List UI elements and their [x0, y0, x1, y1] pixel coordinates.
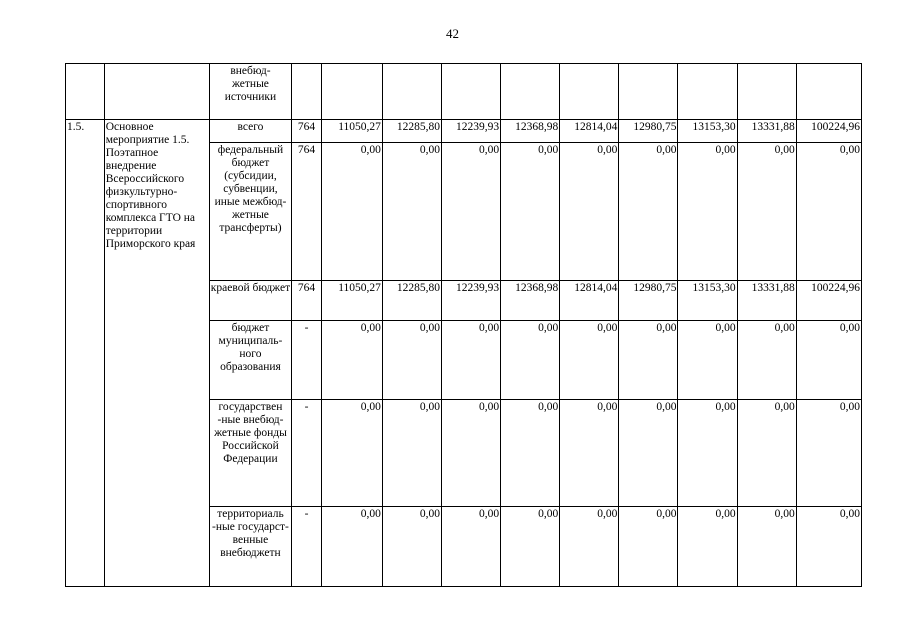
- source-cell: [209, 507, 292, 587]
- code-value: 764: [297, 282, 316, 294]
- source-label: краевой бюджет: [210, 282, 291, 294]
- item-name-cell: [104, 120, 209, 587]
- value-cell: 0,00: [382, 400, 441, 507]
- total-cell: 0,00: [796, 321, 861, 400]
- source-cell: [209, 120, 292, 143]
- value-cell: 0,00: [619, 321, 678, 400]
- source-cell: [209, 400, 292, 507]
- value-cell: 0,00: [560, 400, 619, 507]
- value-cell: 13331,88: [737, 120, 796, 143]
- source-cell: [209, 143, 292, 281]
- code-value: -: [304, 322, 309, 334]
- source-cell: [209, 64, 292, 120]
- value-cell: 12239,93: [442, 120, 501, 143]
- value-cell: 12368,98: [501, 120, 560, 143]
- value-cell: 13153,30: [678, 120, 737, 143]
- value-cell: 0,00: [619, 400, 678, 507]
- cell-empty: [66, 64, 105, 120]
- value-cell: 0,00: [560, 143, 619, 281]
- code-value: -: [304, 401, 309, 413]
- value-cell: 0,00: [382, 507, 441, 587]
- value-cell: 13331,88: [737, 281, 796, 321]
- item-number: 1.5.: [67, 121, 85, 133]
- value-cell: 12368,98: [501, 281, 560, 321]
- table-row-prev: [66, 64, 862, 120]
- code-value: -: [304, 508, 309, 520]
- value-cell: 0,00: [501, 321, 560, 400]
- value-cell: 12814,04: [560, 281, 619, 321]
- cell-empty: [442, 64, 501, 120]
- total-cell: 0,00: [796, 143, 861, 281]
- code-cell: [292, 120, 322, 143]
- value-cell: 0,00: [321, 321, 382, 400]
- value-cell: 0,00: [678, 400, 737, 507]
- value-cell: 12285,80: [382, 281, 441, 321]
- cell-empty: [619, 64, 678, 120]
- value-cell: 0,00: [321, 143, 382, 281]
- value-cell: 11050,27: [321, 120, 382, 143]
- code-cell: [292, 143, 322, 281]
- source-label: государствен -ные внебюд-жетные фонды Российской Федерации: [214, 401, 287, 465]
- value-cell: 0,00: [442, 400, 501, 507]
- value-cell: 0,00: [321, 400, 382, 507]
- value-cell: 0,00: [501, 143, 560, 281]
- source-label: федеральный бюджет (субсидии, субвенции, иные межбюд-жетные трансферты): [214, 144, 287, 234]
- value-cell: 0,00: [737, 143, 796, 281]
- item-number-cell: [66, 120, 105, 587]
- item-name: Основное мероприятие 1.5. Поэтапное внедрение Всероссийского физкультурно-спортивного комплекса ГТО на территории Приморского края: [105, 121, 196, 250]
- value-cell: 0,00: [501, 507, 560, 587]
- value-cell: 11050,27: [321, 281, 382, 321]
- value-cell: 0,00: [678, 321, 737, 400]
- code-cell: [292, 281, 322, 321]
- value-cell: 0,00: [382, 321, 441, 400]
- cell-empty: [501, 64, 560, 120]
- value-cell: 12814,04: [560, 120, 619, 143]
- value-cell: 0,00: [619, 143, 678, 281]
- value-cell: 12285,80: [382, 120, 441, 143]
- cell-empty: [321, 64, 382, 120]
- source-label: всего: [237, 121, 264, 133]
- value-cell: 12980,75: [619, 281, 678, 321]
- table-row: [66, 120, 862, 143]
- budget-table: [65, 63, 862, 587]
- cell-empty: [382, 64, 441, 120]
- value-cell: 13153,30: [678, 281, 737, 321]
- code-value: 764: [297, 121, 316, 133]
- value-cell: 0,00: [382, 143, 441, 281]
- cell-empty: [560, 64, 619, 120]
- value-cell: 0,00: [560, 321, 619, 400]
- value-cell: 0,00: [501, 400, 560, 507]
- total-cell: 0,00: [796, 400, 861, 507]
- value-cell: 0,00: [560, 507, 619, 587]
- value-cell: 0,00: [321, 507, 382, 587]
- cell-empty: [737, 64, 796, 120]
- value-cell: 0,00: [678, 143, 737, 281]
- value-cell: 0,00: [442, 143, 501, 281]
- code-value: 764: [297, 144, 316, 156]
- value-cell: 12239,93: [442, 281, 501, 321]
- source-cell: [209, 281, 292, 321]
- total-cell: 0,00: [796, 507, 861, 587]
- source-label: территориаль -ные государст-венные внебюджетн: [212, 508, 289, 559]
- value-cell: 0,00: [678, 507, 737, 587]
- source-cell: [209, 321, 292, 400]
- value-cell: 0,00: [619, 507, 678, 587]
- total-cell: 100224,96: [796, 120, 861, 143]
- value-cell: 0,00: [737, 507, 796, 587]
- value-cell: 0,00: [737, 400, 796, 507]
- page-number: 42: [446, 26, 459, 41]
- value-cell: 12980,75: [619, 120, 678, 143]
- value-cell: 0,00: [442, 321, 501, 400]
- total-cell: 100224,96: [796, 281, 861, 321]
- value-cell: 0,00: [737, 321, 796, 400]
- source-label: внебюд- жетные источники: [224, 65, 277, 103]
- code-cell: [292, 400, 322, 507]
- code-cell: [292, 507, 322, 587]
- code-cell: [292, 321, 322, 400]
- source-label: бюджет муниципаль-ного образования: [218, 322, 283, 373]
- cell-empty: [104, 64, 209, 120]
- cell-empty: [292, 64, 322, 120]
- cell-empty: [678, 64, 737, 120]
- cell-empty: [796, 64, 861, 120]
- value-cell: 0,00: [442, 507, 501, 587]
